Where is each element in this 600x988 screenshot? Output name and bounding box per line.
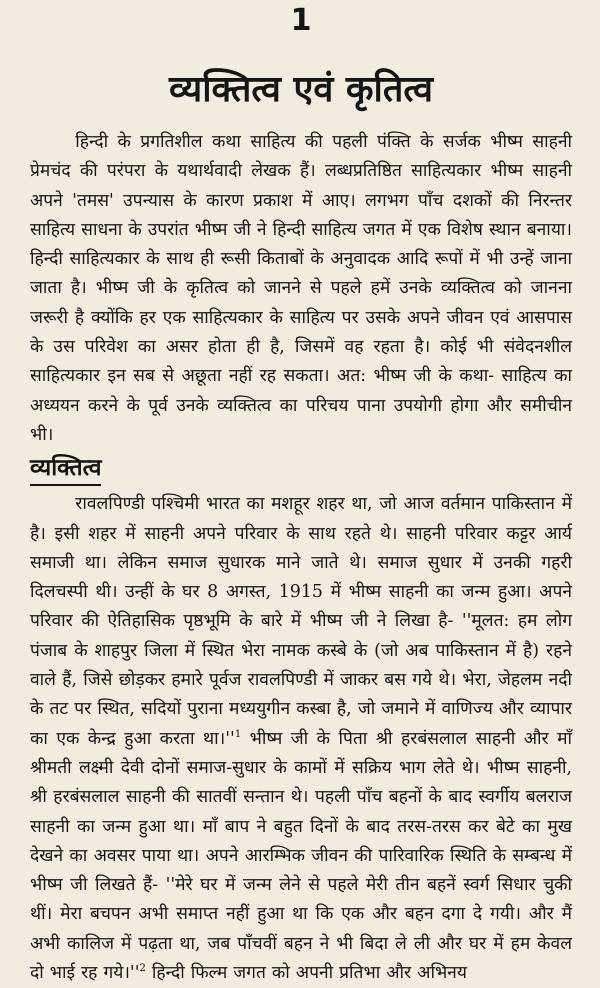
biography-text-part2: भीष्म जी के पिता श्री हरबंसलाल साहनी और माँ श्रीमती लक्ष्मी देवी दोनों समाज-सुधार के कामों में सक्रिय भाग लेते थे। भीष्म साहनी, श्री हरबंसलाल साहनी की सातवीं सन्तान थे। पहली पाँच बहनों के बाद स्वर्गीय बलराज साहनी का जन्म हुआ था। माँ बाप ने बहुत दिनों के बाद तरस-तरस कर बेटे का मुख देखने का अवसर पाया था। अपने आरम्भिक जीवन की पारिवारिक स्थिति के सम्बन्ध में भीष्म जी लिखते हैं- ''मेरे घर में जन्म लेने से पहले मेरी तीन बहनें स्वर्ग सिधार चुकी थीं। मेरा बचपन अभी समाप्त नहीं हुआ था कि एक और बहन दगा दे गयी। और मैं अभी कालिज में पढ़ता था, जब पाँचवीं बहन ने भी बिदा ले ली और घर में हम केवल दो भाई रह गये।'' <box>30 728 572 984</box>
biography-text-part1: रावलपिण्डी पश्चिमी भारत का मशहूर शहर था, जो आज वर्तमान पाकिस्तान में है। इसी शहर में साहनी अपने परिवार के साथ रहते थे। साहनी परिवार कट्टर आर्य समाजी था। लेकिन समाज सुधारक माने जाते थे। समाज सुधार में उनकी गहरी दिलचस्पी थी। उन्हीं के घर 8 अगस्त, 1915 में भीष्म साहनी का जन्म हुआ। अपने परिवार की ऐतिहासिक पृष्ठभूमि के बारे में भीष्म जी ने लिखा है- ''मूलत: हम लोग पंजाब के शाहपुर जिला में स्थित भेरा नामक कस्बे के (जो अब पाकिस्तान में है) रहने वाले हैं, जिसे छोड़कर हमारे पूर्वज रावलपिण्डी में जाकर बस गये थे। भेरा, जेहलम नदी के तट पर स्थित, सदियों पुराना मध्ययुगीन कस्बा है, जो जमाने में वाणिज्य और व्यापार का एक केन्द्र हुआ करता था।'' <box>30 494 572 749</box>
biography-paragraph <box>30 490 572 988</box>
footnote-marker-2: 2 <box>139 963 146 975</box>
footnote-marker-1: 1 <box>234 728 242 740</box>
intro-paragraph: हिन्दी के प्रगतिशील कथा साहित्य की पहली पंक्ति के सर्जक भीष्म साहनी प्रेमचंद की परंपरा के यथार्थवादी लेखक हैं। लब्धप्रतिष्ठित साहित्यकार भीष्म साहनी अपने 'तमस' उपन्यास के कारण प्रकाश में आए। लगभग पाँच दशकों की निरन्तर साहित्य साधना के उपरांत भीष्म जी ने हिन्दी साहित्य जगत में एक विशेष स्थान बनाया। हिन्दी साहित्यकार के साथ ही रूसी किताबों के अनुवादक आदि रूपों में भी उन्हें जाना जाता है। भीष्म जी के कृतित्व को जानने से पहले हमें उनके व्यक्तित्व को जानना जरूरी है क्योंकि हर एक साहित्यकार के साहित्य पर उसके अपने जीवन एवं आसपास के उस परिवेश का असर होता ही है, जिसमें वह रहता है। कोई भी संवेदनशील साहित्यकार इन सब से अछूता नहीं रह सकता। अत: भीष्म जी के कथा- साहित्य का अध्ययन करने के पूर्व उनके व्यक्तित्व का परिचय पाना उपयोगी होगा और समीचीन भी। <box>30 132 572 445</box>
chapter-title: व्यक्तित्व एवं कृतित्व <box>169 69 433 110</box>
section-heading: व्यक्तित्व <box>30 452 101 486</box>
chapter-number: 1 <box>290 3 312 38</box>
section-heading-wrapper <box>30 450 572 490</box>
biography-text-part3: हिन्दी फिल्म जगत को अपनी प्रतिभा और अभिनय <box>145 963 467 984</box>
